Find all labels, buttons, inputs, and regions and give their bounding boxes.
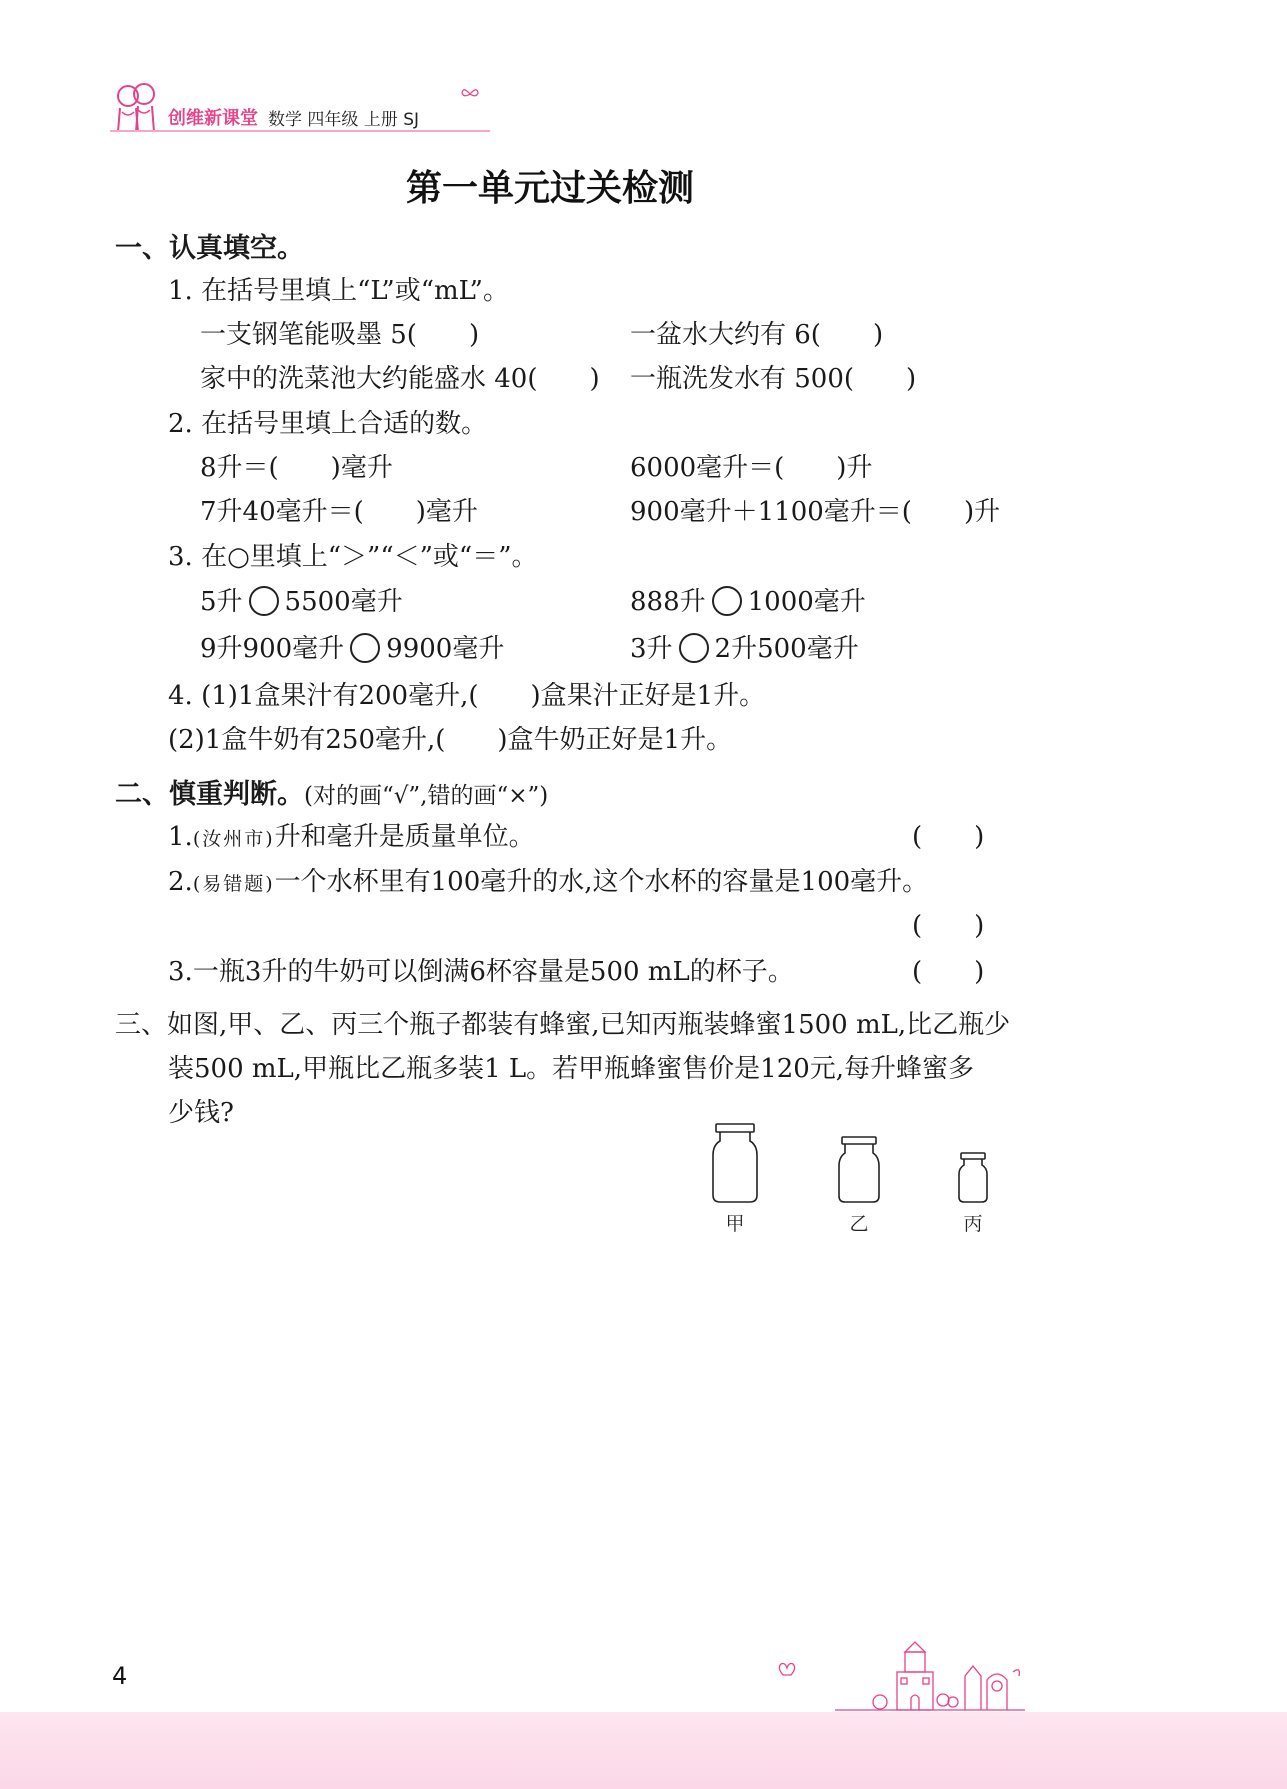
bottles-figure bbox=[700, 1115, 1020, 1245]
q2-item-3: 7升40毫升＝( )毫升 bbox=[200, 497, 478, 527]
q3-item-2 bbox=[630, 581, 866, 618]
footer-band bbox=[0, 1712, 1287, 1789]
page-title: 第一单元过关检测 bbox=[405, 168, 694, 209]
q3-item-4 bbox=[630, 628, 859, 665]
judge-item-2 bbox=[168, 861, 928, 898]
q3-item-1 bbox=[200, 581, 403, 618]
q2-item-1: 8升＝( )毫升 bbox=[200, 453, 393, 483]
brand-name: 创维新课堂 bbox=[168, 108, 258, 129]
judge-item-text: 一个水杯里有100毫升的水,这个水杯的容量是100毫升。 bbox=[274, 867, 929, 897]
section2-heading: 二、慎重判断。 bbox=[115, 779, 304, 810]
q1-item-1: 一支钢笔能吸墨 5( ) bbox=[200, 320, 480, 350]
page-number: 4 bbox=[112, 1662, 128, 1690]
judge-item-tag: (易错题) bbox=[192, 873, 275, 895]
judge-answer-2[interactable]: ( ) bbox=[912, 911, 985, 941]
judge-item-1 bbox=[168, 816, 535, 853]
compare-circle-blank[interactable] bbox=[712, 586, 742, 616]
q3-item-right: 9900毫升 bbox=[386, 634, 505, 664]
judge-item-text: 一瓶3升的牛奶可以倒满6杯容量是500 mL的杯子。 bbox=[192, 957, 794, 987]
bottle-yi-icon bbox=[839, 1137, 879, 1202]
q1-item-3: 家中的洗菜池大约能盛水 40( ) bbox=[200, 364, 600, 394]
q3-item-3 bbox=[200, 628, 504, 665]
bottle-label-jia: 甲 bbox=[725, 1213, 745, 1235]
bottle-label-bing: 丙 bbox=[963, 1213, 983, 1235]
q1-stem: 1. 在括号里填上“L”或“mL”。 bbox=[168, 276, 509, 306]
q1-item-2: 一盆水大约有 6( ) bbox=[630, 320, 884, 350]
book-subtitle: 数学 四年级 上册 SJ bbox=[268, 110, 420, 130]
section2-heading-row bbox=[115, 772, 548, 811]
q3-item-right: 2升500毫升 bbox=[714, 634, 859, 664]
section3-line-2: 装500 mL,甲瓶比乙瓶多装1 L。若甲瓶蜂蜜售价是120元,每升蜂蜜多 bbox=[168, 1054, 975, 1084]
judge-answer-1[interactable]: ( ) bbox=[912, 822, 985, 852]
compare-circle-blank[interactable] bbox=[350, 633, 380, 663]
judge-item-num: 2. bbox=[168, 867, 193, 897]
q1-item-4: 一瓶洗发水有 500( ) bbox=[630, 364, 917, 394]
q3-item-left: 9升900毫升 bbox=[200, 634, 345, 664]
bottle-bing-icon bbox=[959, 1153, 987, 1202]
q2-item-2: 6000毫升＝( )升 bbox=[630, 453, 873, 483]
q3-item-right: 1000毫升 bbox=[747, 587, 866, 617]
q2-stem: 2. 在括号里填上合适的数。 bbox=[168, 409, 488, 439]
section3-line-3: 少钱? bbox=[168, 1098, 234, 1128]
q2-item-4: 900毫升＋1100毫升＝( )升 bbox=[630, 497, 1001, 527]
q4-line-1: 4. (1)1盒果汁有200毫升,( )盒果汁正好是1升。 bbox=[168, 681, 766, 711]
compare-circle-blank[interactable] bbox=[679, 633, 709, 663]
judge-answer-3[interactable]: ( ) bbox=[912, 957, 985, 987]
judge-item-tag: (汝州市) bbox=[192, 828, 275, 850]
q3-item-left: 3升 bbox=[630, 634, 673, 664]
q3-item-right: 5500毫升 bbox=[284, 587, 403, 617]
section1-heading: 一、认真填空。 bbox=[115, 233, 304, 264]
header-underline bbox=[110, 128, 490, 134]
q3-stem: 3. 在○里填上“＞”“＜”或“＝”。 bbox=[168, 542, 538, 572]
q4-line-2: (2)1盒牛奶有250毫升,( )盒牛奶正好是1升。 bbox=[168, 725, 733, 755]
judge-item-num: 1. bbox=[168, 822, 193, 852]
judge-item-text: 升和毫升是质量单位。 bbox=[274, 822, 535, 852]
castle-decoration-icon bbox=[775, 1640, 1035, 1720]
judge-item-num: 3. bbox=[168, 957, 193, 987]
compare-circle-blank[interactable] bbox=[249, 586, 279, 616]
bottle-jia-icon bbox=[713, 1124, 757, 1202]
section3-line-1: 三、如图,甲、乙、丙三个瓶子都装有蜂蜜,已知丙瓶装蜂蜜1500 mL,比乙瓶少 bbox=[115, 1010, 1011, 1040]
judge-item-3 bbox=[168, 951, 794, 988]
butterfly-icon bbox=[460, 84, 480, 104]
section2-note: (对的画“√”,错的画“×”) bbox=[304, 783, 549, 809]
bottle-label-yi: 乙 bbox=[849, 1213, 869, 1235]
q3-item-left: 888升 bbox=[630, 587, 706, 617]
q3-item-left: 5升 bbox=[200, 587, 243, 617]
